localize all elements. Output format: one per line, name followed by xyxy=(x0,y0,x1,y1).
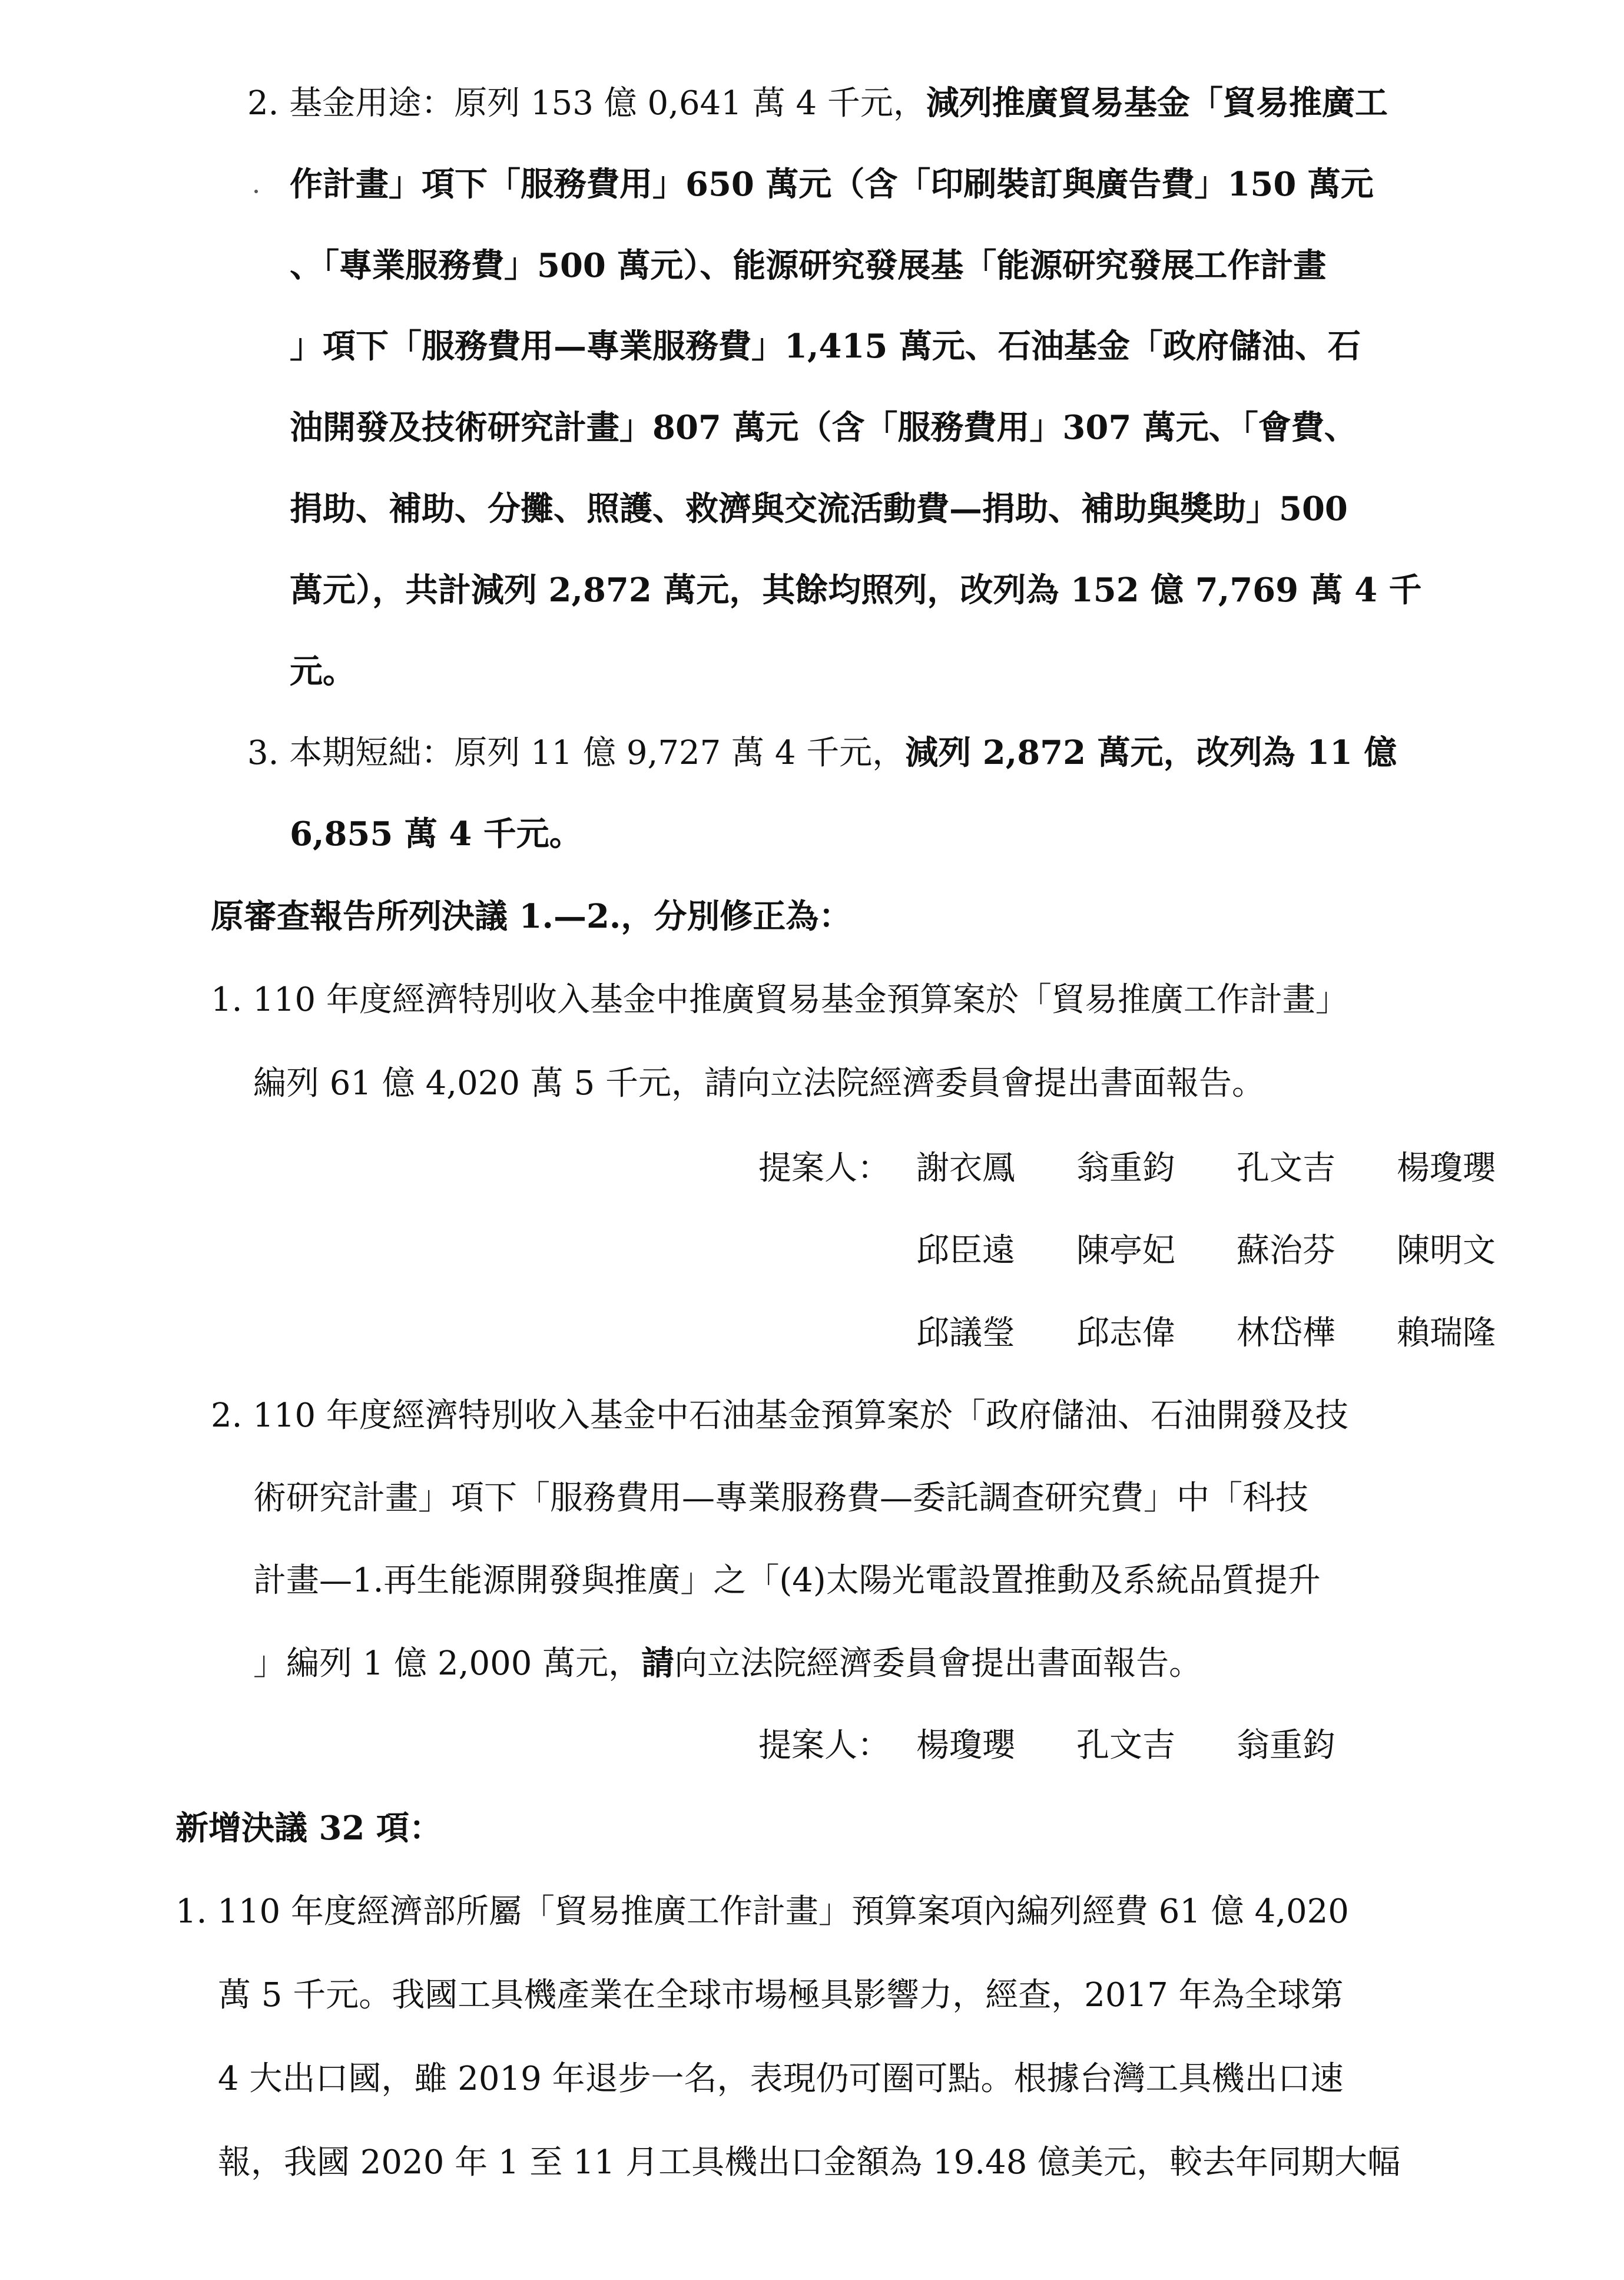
text: 110 年度經濟特別收入基金中推廣貿易基金預算案於「貿易推廣工作計畫」 xyxy=(253,981,1348,1019)
proposer-name: 孔文吉 xyxy=(1237,1149,1335,1187)
new-resolution1-line3 xyxy=(218,2057,1344,2102)
bold-text: 減列推廣貿易基金「貿易推廣工 xyxy=(926,84,1388,123)
resolution1-line2 xyxy=(253,1061,1265,1106)
text: 報，我國 2020 年 1 至 11 月工具機出口金額為 19.48 億美元，較去年同期大幅 xyxy=(218,2143,1401,2182)
bold-text: 請 xyxy=(641,1644,675,1683)
resolution2-line2 xyxy=(253,1476,1308,1521)
proposer-name: 陳亭妃 xyxy=(1076,1232,1175,1270)
proposer-name: 楊瓊瓔 xyxy=(916,1726,1015,1765)
text: 捐助、補助、分攤、照護、救濟與交流活動費—捐助、補助與獎助」500 xyxy=(290,489,1348,528)
item2-line7 xyxy=(290,568,1422,613)
resolution2-line3 xyxy=(253,1558,1321,1603)
text: 術研究計畫」項下「服務費用—專業服務費—委託調查研究費」中「科技 xyxy=(253,1479,1308,1517)
proposer-label: 提案人： xyxy=(758,1726,890,1765)
text: 110 年度經濟部所屬「貿易推廣工作計畫」預算案項內編列經費 61 億 4,020 xyxy=(217,1892,1349,1931)
new-resolution1-line1 xyxy=(175,1889,1349,1934)
text: 、「專業服務費」500 萬元）、能源研究發展基「能源研究發展工作計畫 xyxy=(290,246,1327,285)
section-heading-revised-resolutions xyxy=(211,894,851,939)
proposer-name: 蘇治芬 xyxy=(1237,1232,1335,1270)
text: 4 大出口國，雖 2019 年退步一名，表現仍可圈可點。根據台灣工具機出口速 xyxy=(218,2060,1344,2098)
item2-line2 xyxy=(290,162,1374,207)
proposer-name: 賴瑞隆 xyxy=(1397,1314,1496,1352)
bold-text: 減列 2,872 萬元，改列為 11 億 xyxy=(905,733,1397,772)
item2-line8 xyxy=(290,649,356,694)
proposer-name: 陳明文 xyxy=(1397,1232,1496,1270)
proposer-name: 邱志偉 xyxy=(1076,1314,1175,1352)
resolution1-line1 xyxy=(211,978,1348,1022)
text: 本期短絀：原列 11 億 9,727 萬 4 千元， xyxy=(289,734,906,772)
item2-line1 xyxy=(247,81,1388,126)
text: 萬元），共計減列 2,872 萬元，其餘均照列，改列為 152 億 7,769 萬 4 千 xyxy=(290,571,1422,610)
text: 向立法院經濟委員會提出書面報告。 xyxy=(674,1644,1202,1683)
heading-text: 新增決議 32 項： xyxy=(175,1809,442,1848)
item2-line3 xyxy=(290,243,1326,288)
new-resolution1-line4 xyxy=(218,2140,1400,2185)
item-number: 1. xyxy=(211,981,253,1019)
text: 基金用途：原列 153 億 0,641 萬 4 千元， xyxy=(289,84,926,123)
proposer-name: 孔文吉 xyxy=(1076,1726,1175,1765)
item2-line6 xyxy=(290,487,1348,531)
item-number: 2. xyxy=(211,1397,253,1435)
scan-mark xyxy=(254,190,258,193)
text: 6,855 萬 4 千元。 xyxy=(290,815,582,853)
resolution2-line4 xyxy=(253,1641,1202,1686)
text: 計畫—1.再生能源開發與推廣」之「(4)太陽光電設置推動及系統品質提升 xyxy=(253,1561,1321,1600)
text: 元。 xyxy=(290,652,356,691)
text: 」編列 1 億 2,000 萬元， xyxy=(253,1644,642,1683)
proposer-name: 林岱樺 xyxy=(1237,1314,1335,1352)
proposer-name: 邱臣遠 xyxy=(916,1232,1015,1270)
item2-line5 xyxy=(290,405,1357,450)
proposers-block-2 xyxy=(758,1723,890,1768)
item3-line1 xyxy=(247,730,1397,776)
text: 編列 61 億 4,020 萬 5 千元，請向立法院經濟委員會提出書面報告。 xyxy=(253,1064,1265,1103)
text: 油開發及技術研究計畫」807 萬元（含「服務費用」307 萬元、「會費、 xyxy=(290,408,1357,447)
section-heading-new-resolutions xyxy=(175,1806,442,1851)
new-resolution1-line2 xyxy=(218,1973,1344,2018)
proposers-block-1 xyxy=(758,1146,890,1191)
proposer-name: 謝衣鳳 xyxy=(916,1149,1015,1187)
item2-line4 xyxy=(290,324,1361,369)
text: 作計畫」項下「服務費用」650 萬元（含「印刷裝訂與廣告費」150 萬元 xyxy=(290,165,1374,204)
item3-line2 xyxy=(290,812,582,856)
proposer-label: 提案人： xyxy=(758,1149,890,1187)
item-number: 3. xyxy=(247,734,290,772)
proposer-name: 翁重鈞 xyxy=(1237,1726,1335,1765)
item-number: 2. xyxy=(247,84,290,123)
text: 萬 5 千元。我國工具機產業在全球市場極具影響力，經查，2017 年為全球第 xyxy=(218,1976,1344,2014)
item-number: 1. xyxy=(175,1892,218,1931)
text: 」項下「服務費用—專業服務費」1,415 萬元、石油基金「政府儲油、石 xyxy=(290,327,1361,366)
proposer-name: 翁重鈞 xyxy=(1076,1149,1175,1187)
resolution2-line1 xyxy=(211,1394,1348,1438)
proposer-name: 邱議瑩 xyxy=(916,1314,1015,1352)
proposer-name: 楊瓊瓔 xyxy=(1397,1149,1496,1187)
text: 110 年度經濟特別收入基金中石油基金預算案於「政府儲油、石油開發及技 xyxy=(253,1397,1348,1435)
heading-text: 原審查報告所列決議 1.—2.，分別修正為： xyxy=(211,897,852,936)
